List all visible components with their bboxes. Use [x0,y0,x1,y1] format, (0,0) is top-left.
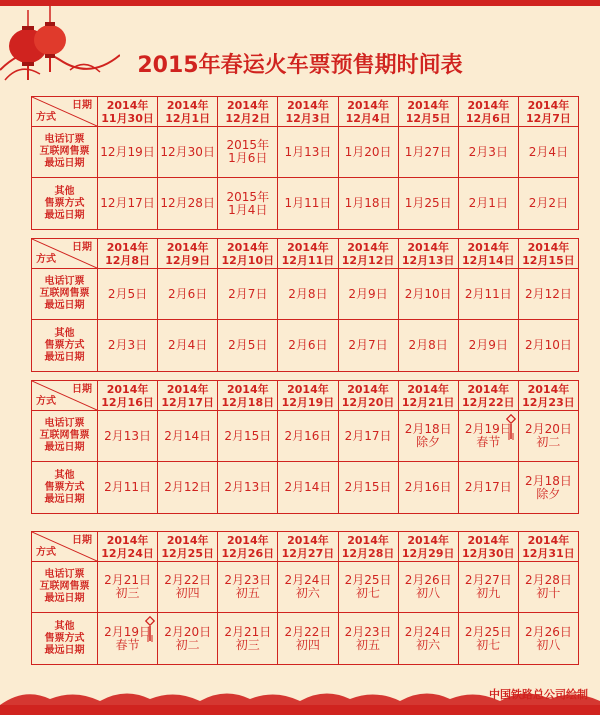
date-cell: 2月7日 [338,320,398,371]
row-label-line: 其他 [54,327,75,339]
date-cell: 2月13日 [97,411,157,461]
row-label-line: 最远日期 [44,300,85,311]
date-cell: 1月11日 [277,178,337,229]
date-header: 2014年 12月1日 [157,97,217,126]
date-cell: 2月4日 [157,320,217,371]
date-header: 2014年 12月4日 [338,97,398,126]
date-cell: 2月3日 [458,127,518,177]
date-cell: 2月5日 [217,320,277,371]
date-cell: 2月5日 [97,269,157,319]
header-row [32,97,578,126]
date-header: 2014年 12月14日 [458,239,518,268]
date-header: 2014年 12月15日 [518,239,578,268]
other-row-label [32,320,97,371]
date-header: 2014年 12月27日 [277,532,337,561]
corner-date-label: 日期 [72,384,92,395]
date-cell: 2月3日 [97,320,157,371]
row-label-line: 最远日期 [44,593,85,604]
date-header: 2014年 11月30日 [97,97,157,126]
date-header: 2014年 12月20日 [338,381,398,410]
date-header: 2014年 12月21日 [398,381,458,410]
date-cell: 2月18日 除夕 [398,411,458,461]
page-title: 2015年春运火车票预售期时间表 [137,53,463,78]
row-label-line: 最远日期 [44,493,85,505]
date-cell: 2月16日 [277,411,337,461]
chinese-knot-icon [506,413,516,441]
corner-mode-label: 方式 [36,254,56,265]
date-cell: 2月10日 [398,269,458,319]
date-header: 2014年 12月18日 [217,381,277,410]
date-cell: 2月8日 [277,269,337,319]
corner-date-label: 日期 [72,100,92,111]
header-row [32,239,578,268]
date-cell: 2月25日 初七 [338,562,398,612]
date-cell: 2月22日 初四 [157,562,217,612]
row-label-line: 售票方式 [44,632,85,644]
date-cell: 1月18日 [338,178,398,229]
date-cell: 2月24日 初六 [398,613,458,664]
corner-date-label: 日期 [72,535,92,546]
date-cell: 2月8日 [398,320,458,371]
date-cell: 2月17日 [458,462,518,513]
date-cell: 2月27日 初九 [458,562,518,612]
date-cell: 2月26日 初八 [398,562,458,612]
date-header: 2014年 12月22日 [458,381,518,410]
phone-row-label [32,562,97,612]
row-label-line: 互联网售票 [39,581,90,592]
other-row [32,319,578,371]
date-cell: 2月19日 春节 [458,411,518,461]
phone-row-label [32,411,97,461]
row-label-line: 互联网售票 [39,288,90,299]
date-header: 2014年 12月8日 [97,239,157,268]
date-header: 2014年 12月26日 [217,532,277,561]
date-cell: 2月16日 [398,462,458,513]
date-cell: 2月6日 [157,269,217,319]
phone-row-label [32,127,97,177]
date-cell: 2月11日 [97,462,157,513]
date-cell: 2月21日 初三 [217,613,277,664]
row-label-line: 互联网售票 [39,146,90,157]
date-header: 2014年 12月16日 [97,381,157,410]
schedule-section [31,380,579,514]
row-label-line: 售票方式 [44,339,85,351]
other-row-label [32,462,97,513]
schedule-section [31,531,579,665]
credit-text: 中国铁路总公司绘制 [489,688,588,701]
row-label-line: 其他 [54,469,75,481]
date-cell: 2月1日 [458,178,518,229]
corner-cell [32,239,97,268]
date-cell: 2月7日 [217,269,277,319]
header-row [32,532,578,561]
corner-date-label: 日期 [72,242,92,253]
phone-row [32,268,578,319]
other-row-label [32,178,97,229]
corner-cell [32,381,97,410]
date-header: 2014年 12月7日 [518,97,578,126]
date-header: 2014年 12月9日 [157,239,217,268]
phone-row [32,410,578,461]
phone-row [32,561,578,612]
row-label-line: 最远日期 [44,158,85,169]
date-cell: 2月18日 除夕 [518,462,578,513]
phone-row-label [32,269,97,319]
chinese-knot-icon [145,615,155,643]
date-cell: 2月21日 初三 [97,562,157,612]
date-header: 2014年 12月11日 [277,239,337,268]
other-row [32,461,578,513]
header-row [32,381,578,410]
date-cell: 2月6日 [277,320,337,371]
row-label-line: 电话订票 [44,569,85,580]
date-cell: 2月24日 初六 [277,562,337,612]
date-cell: 2月4日 [518,127,578,177]
bottom-border [0,705,600,715]
date-cell: 2月13日 [217,462,277,513]
date-header: 2014年 12月24日 [97,532,157,561]
row-label-line: 电话订票 [44,134,85,145]
date-cell: 12月17日 [97,178,157,229]
date-cell: 2月15日 [217,411,277,461]
row-label-line: 其他 [54,620,75,632]
corner-mode-label: 方式 [36,396,56,407]
date-header: 2014年 12月25日 [157,532,217,561]
row-label-line: 互联网售票 [39,430,90,441]
date-cell: 2015年 1月6日 [217,127,277,177]
date-cell: 12月30日 [157,127,217,177]
other-row [32,612,578,664]
date-cell: 12月19日 [97,127,157,177]
date-cell: 12月28日 [157,178,217,229]
date-header: 2014年 12月19日 [277,381,337,410]
row-label-line: 其他 [54,185,75,197]
date-cell: 1月20日 [338,127,398,177]
phone-row [32,126,578,177]
date-header: 2014年 12月2日 [217,97,277,126]
date-header: 2014年 12月28日 [338,532,398,561]
date-header: 2014年 12月10日 [217,239,277,268]
other-row-label [32,613,97,664]
date-cell: 2月14日 [277,462,337,513]
row-label-line: 最远日期 [44,442,85,453]
row-label-line: 售票方式 [44,197,85,209]
corner-cell [32,532,97,561]
date-cell: 1月25日 [398,178,458,229]
date-cell: 2月15日 [338,462,398,513]
row-label-line: 最远日期 [44,351,85,363]
date-cell: 1月27日 [398,127,458,177]
date-cell: 2月28日 初十 [518,562,578,612]
row-label-line: 售票方式 [44,481,85,493]
row-label-line: 电话订票 [44,418,85,429]
row-label-line: 最远日期 [44,209,85,221]
date-cell: 2月11日 [458,269,518,319]
date-cell: 2月9日 [458,320,518,371]
date-header: 2014年 12月12日 [338,239,398,268]
date-cell: 2月23日 初五 [338,613,398,664]
date-cell: 2月20日 初二 [518,411,578,461]
corner-cell [32,97,97,126]
date-header: 2014年 12月30日 [458,532,518,561]
date-header: 2014年 12月31日 [518,532,578,561]
row-label-line: 电话订票 [44,276,85,287]
date-header: 2014年 12月6日 [458,97,518,126]
corner-mode-label: 方式 [36,547,56,558]
schedule-section [31,238,579,372]
date-cell: 1月13日 [277,127,337,177]
corner-mode-label: 方式 [36,112,56,123]
date-cell: 2月10日 [518,320,578,371]
date-header: 2014年 12月17日 [157,381,217,410]
date-header: 2014年 12月3日 [277,97,337,126]
date-cell: 2月12日 [157,462,217,513]
date-header: 2014年 12月13日 [398,239,458,268]
date-header: 2014年 12月5日 [398,97,458,126]
date-cell: 2月9日 [338,269,398,319]
date-cell: 2月25日 初七 [458,613,518,664]
schedule-section [31,96,579,230]
date-cell: 2月23日 初五 [217,562,277,612]
date-header: 2014年 12月29日 [398,532,458,561]
date-header: 2014年 12月23日 [518,381,578,410]
date-cell: 2月14日 [157,411,217,461]
date-cell: 2月2日 [518,178,578,229]
date-cell: 2月20日 初二 [157,613,217,664]
date-cell: 2月17日 [338,411,398,461]
row-label-line: 最远日期 [44,644,85,656]
date-cell: 2月12日 [518,269,578,319]
other-row [32,177,578,229]
date-cell: 2015年 1月4日 [217,178,277,229]
date-cell: 2月26日 初八 [518,613,578,664]
date-cell: 2月19日 春节 [97,613,157,664]
date-cell: 2月22日 初四 [277,613,337,664]
